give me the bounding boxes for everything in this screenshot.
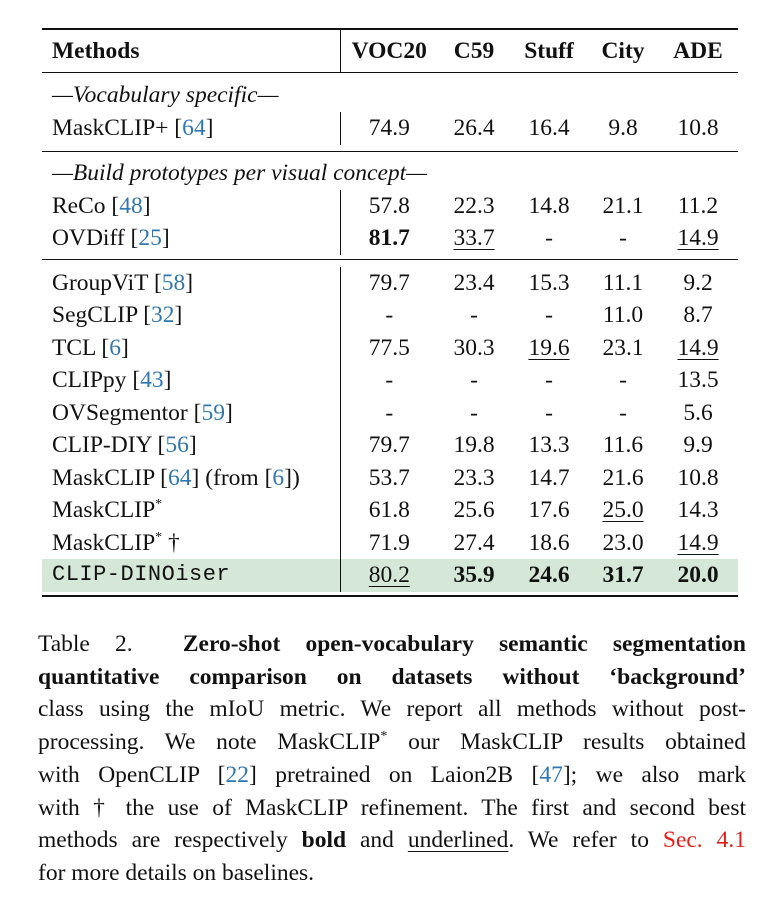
method-cell: OVSegmentor [59] bbox=[52, 399, 233, 426]
caption-line bbox=[38, 628, 746, 661]
citation-link[interactable]: 59 bbox=[201, 399, 225, 426]
value-cell: 14.3 bbox=[677, 497, 719, 523]
value-cell: - bbox=[545, 225, 553, 251]
value-cell: 9.8 bbox=[608, 115, 638, 141]
value-cell: - bbox=[470, 367, 478, 393]
value-cell: 30.3 bbox=[453, 334, 495, 361]
section-link[interactable]: Sec. 4.1 bbox=[662, 827, 746, 854]
section-others bbox=[42, 267, 738, 592]
value-cell: 21.6 bbox=[602, 464, 644, 491]
table-header-row bbox=[42, 30, 738, 72]
table-row bbox=[42, 462, 738, 495]
value-cell-second: 14.9 bbox=[677, 225, 719, 251]
method-cell: CLIPpy [43] bbox=[52, 367, 172, 393]
citation-link[interactable]: 64 bbox=[167, 464, 192, 491]
section-title: —Vocabulary specific— bbox=[52, 82, 279, 108]
citation-link[interactable]: 32 bbox=[151, 302, 175, 328]
method-cell: CLIP-DIY [56] bbox=[52, 432, 197, 458]
value-cell: - bbox=[545, 302, 553, 328]
value-cell: 26.4 bbox=[453, 115, 495, 141]
section-title-row bbox=[42, 79, 738, 112]
value-cell: 57.8 bbox=[340, 190, 438, 223]
table-row bbox=[42, 190, 738, 223]
value-cell: 23.0 bbox=[602, 529, 644, 556]
value-cell: 8.7 bbox=[683, 302, 713, 328]
method-cell: GroupViT [58] bbox=[52, 269, 194, 296]
value-cell: 17.6 bbox=[528, 497, 570, 523]
table-row-ours bbox=[42, 559, 738, 592]
caption-line: with † the use of MaskCLIP refinement. The first and second best bbox=[38, 794, 746, 821]
value-cell: 25.6 bbox=[453, 497, 495, 523]
citation-link[interactable]: 22 bbox=[225, 761, 249, 788]
table-row bbox=[42, 112, 738, 145]
table-row bbox=[42, 397, 738, 430]
value-cell: 15.3 bbox=[528, 269, 570, 296]
value-cell: - bbox=[545, 399, 553, 426]
value-cell: 13.5 bbox=[677, 367, 719, 393]
section-vocabulary bbox=[42, 79, 738, 145]
value-cell: - bbox=[619, 225, 627, 251]
value-cell: 9.2 bbox=[683, 269, 713, 296]
table-row bbox=[42, 429, 738, 462]
method-cell: OVDiff [25] bbox=[52, 225, 170, 251]
citation-link[interactable]: 56 bbox=[165, 432, 189, 458]
table-row bbox=[42, 527, 738, 560]
caption-line: methods are respectively bold and underlined. We refer to Sec. 4.1 bbox=[38, 827, 746, 854]
value-cell: 5.6 bbox=[683, 399, 713, 426]
value-cell-best: 81.7 bbox=[340, 222, 438, 255]
value-cell-second: 80.2 bbox=[340, 559, 438, 592]
header-city: City bbox=[601, 38, 645, 64]
citation-link[interactable]: 58 bbox=[161, 269, 186, 296]
value-cell: 11.2 bbox=[677, 192, 719, 219]
value-cell: - bbox=[470, 302, 478, 328]
value-cell: - bbox=[619, 399, 627, 426]
value-cell: 10.8 bbox=[677, 464, 719, 491]
value-cell: - bbox=[340, 397, 438, 430]
table-row bbox=[42, 364, 738, 397]
citation-link[interactable]: 6 bbox=[109, 334, 121, 361]
citation-link[interactable]: 64 bbox=[182, 115, 206, 141]
value-cell-second: 14.9 bbox=[677, 334, 719, 361]
value-cell: 11.1 bbox=[602, 269, 644, 296]
value-cell-best: 35.9 bbox=[438, 559, 510, 592]
value-cell: 23.1 bbox=[602, 334, 644, 361]
value-cell: 22.3 bbox=[453, 192, 495, 219]
value-cell: - bbox=[470, 399, 478, 426]
value-cell-second: 19.6 bbox=[528, 334, 570, 361]
caption-title: quantitative comparison on datasets without ‘background’ bbox=[38, 663, 746, 690]
citation-link[interactable]: 25 bbox=[138, 225, 162, 251]
method-cell: MaskCLIP* † bbox=[52, 529, 180, 556]
value-cell: - bbox=[545, 367, 553, 393]
results-table bbox=[42, 28, 738, 597]
table-row bbox=[42, 267, 738, 300]
section-title: —Build prototypes per visual concept— bbox=[52, 159, 428, 186]
value-cell: 11.0 bbox=[602, 302, 644, 328]
caption-line: with OpenCLIP [22] pretrained on Laion2B [47]; we also mark bbox=[38, 761, 747, 788]
value-cell: 79.7 bbox=[340, 429, 438, 462]
value-cell: 53.7 bbox=[340, 462, 438, 495]
value-cell: 11.6 bbox=[602, 432, 644, 458]
value-cell-second: 14.9 bbox=[677, 529, 719, 556]
value-cell-second: 25.0 bbox=[602, 497, 644, 523]
header-ade: ADE bbox=[673, 38, 723, 64]
value-cell: 71.9 bbox=[340, 527, 438, 560]
caption-label: Table 2. bbox=[38, 631, 133, 657]
header-voc20: VOC20 bbox=[340, 30, 438, 72]
method-cell: TCL [6] bbox=[52, 334, 129, 361]
method-cell: MaskCLIP [64] (from [6]) bbox=[52, 464, 300, 491]
value-cell: 27.4 bbox=[453, 529, 495, 556]
value-cell: 74.9 bbox=[340, 112, 438, 145]
value-cell: 23.3 bbox=[453, 464, 495, 491]
citation-link[interactable]: 43 bbox=[140, 367, 164, 393]
value-cell: 77.5 bbox=[340, 332, 438, 365]
value-cell-second: 33.7 bbox=[453, 225, 495, 251]
method-cell: MaskCLIP+ [64] bbox=[52, 115, 214, 141]
value-cell: 16.4 bbox=[528, 115, 570, 141]
bottom-rule bbox=[42, 595, 738, 597]
header-c59: C59 bbox=[453, 38, 495, 64]
value-cell: - bbox=[340, 299, 438, 332]
citation-link[interactable]: 6 bbox=[272, 464, 285, 491]
caption-line bbox=[38, 661, 746, 694]
value-cell: - bbox=[619, 367, 627, 393]
table-row bbox=[42, 332, 738, 365]
value-cell: 10.8 bbox=[677, 115, 719, 141]
value-cell-best: 31.7 bbox=[588, 559, 658, 592]
value-cell: 14.7 bbox=[528, 464, 570, 491]
value-cell: 9.9 bbox=[683, 432, 713, 458]
value-cell: 23.4 bbox=[453, 269, 495, 296]
value-cell: 21.1 bbox=[602, 192, 644, 219]
table-caption bbox=[38, 628, 746, 890]
value-cell: 14.8 bbox=[528, 192, 570, 219]
section-prototypes bbox=[42, 157, 738, 255]
value-cell: - bbox=[340, 364, 438, 397]
value-cell: 13.3 bbox=[528, 432, 570, 458]
caption-line: for more details on baselines. bbox=[38, 859, 315, 886]
table-row bbox=[42, 494, 738, 527]
table-body bbox=[42, 30, 738, 72]
citation-link[interactable]: 47 bbox=[539, 761, 563, 788]
method-cell: MaskCLIP* bbox=[52, 497, 163, 523]
caption-line: class using the mIoU metric. We report all methods without post- bbox=[38, 696, 746, 723]
value-cell-best: 24.6 bbox=[510, 559, 588, 592]
citation-link[interactable]: 48 bbox=[119, 192, 143, 219]
value-cell: 18.6 bbox=[528, 529, 570, 556]
method-cell: CLIP-DINOiser bbox=[42, 559, 340, 592]
section-title-row bbox=[42, 157, 738, 190]
table-row bbox=[42, 299, 738, 332]
value-cell: 61.8 bbox=[340, 494, 438, 527]
method-cell: ReCo [48] bbox=[52, 192, 151, 219]
caption-title: Zero-shot open-vocabulary semantic segmentation bbox=[182, 631, 747, 657]
header-methods: Methods bbox=[52, 38, 140, 64]
value-cell: 79.7 bbox=[340, 267, 438, 300]
caption-line: processing. We note MaskCLIP* our MaskCLIP results obtained bbox=[38, 729, 747, 756]
method-cell: SegCLIP [32] bbox=[52, 302, 183, 328]
table-row bbox=[42, 222, 738, 255]
value-cell-best: 20.0 bbox=[658, 559, 738, 592]
value-cell: 19.8 bbox=[453, 432, 495, 458]
header-stuff: Stuff bbox=[524, 38, 574, 64]
